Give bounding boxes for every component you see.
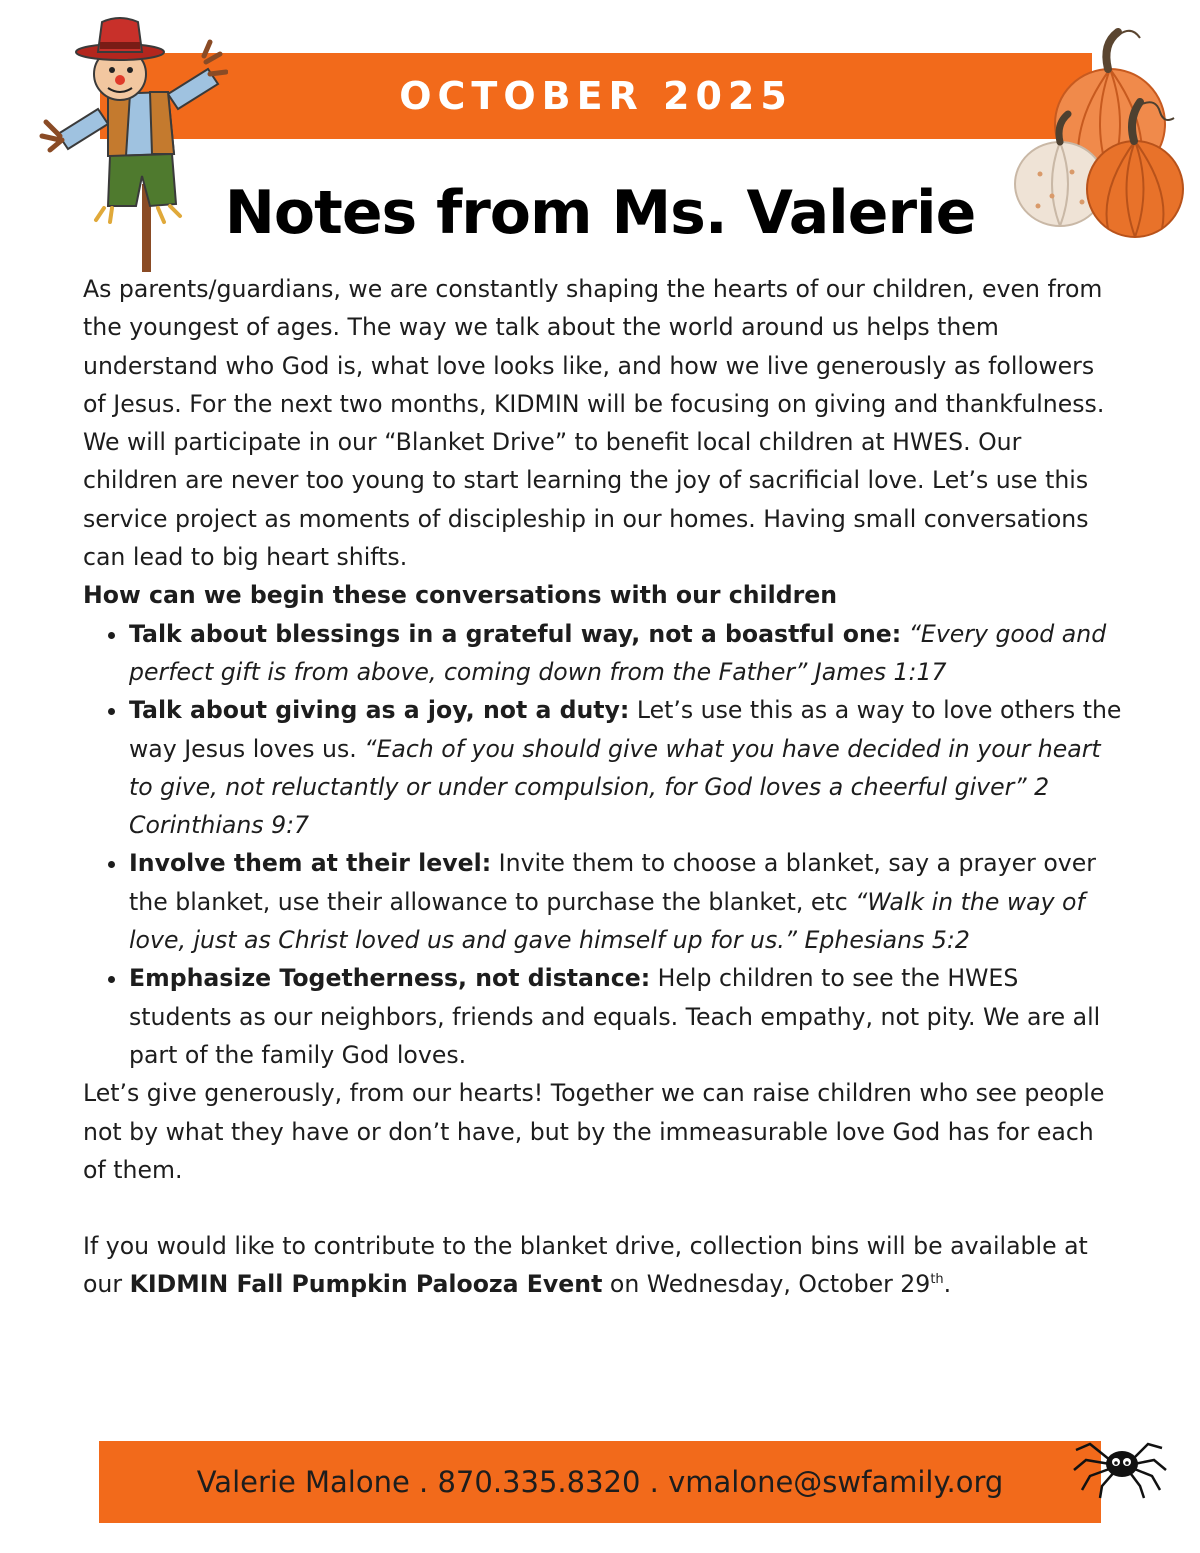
month-label: OCTOBER 2025 <box>399 74 793 118</box>
tip-text: Help children to see the HWES students as our neighbors, friends and equals. Teach empathy, not pity. We are all part of the family God loves. <box>129 964 1101 1069</box>
tips-list <box>83 615 1123 1075</box>
tip-title: Talk about giving as a joy, not a duty: <box>129 696 630 725</box>
date-suffix: th <box>930 1272 944 1288</box>
tip-quote: “Each of you should give what you have decided in your heart to give, not reluctantly or under compulsion, for God loves a cheerful giver” 2 Corinthians 9:7 <box>129 734 1101 840</box>
event-name: KIDMIN Fall Pumpkin Palooza Event <box>129 1270 603 1299</box>
list-item <box>129 691 1123 844</box>
spider-icon <box>1070 1430 1170 1500</box>
intro-paragraph: As parents/guardians, we are constantly shaping the hearts of our children, even from the youngest of ages. The way we talk about the world around us helps them understand who God is, what love looks like, and how we live generously as followers of Jesus. For the next two months, KIDMIN will be focusing on giving and thankfulness. We will participate in our “Blanket Drive” to benefit local children at HWES. Our children are never too young to start learning the joy of sacrificial love. Let’s use this service project as moments of discipleship in our homes. Having small conversations can lead to big heart shifts. <box>83 275 1105 572</box>
page-title: Notes from Ms. Valerie <box>224 178 976 248</box>
tip-title: Involve them at their level: <box>129 849 492 878</box>
list-item <box>129 959 1123 1074</box>
tip-title: Talk about blessings in a grateful way, not a boastful one: <box>129 619 902 648</box>
tip-text: Invite them to choose a blanket, say a prayer over the blanket, use their allowance to purchase the blanket, etc <box>129 849 1096 916</box>
event-text-post: on Wednesday, October 29 <box>609 1270 931 1299</box>
tip-quote: “Every good and perfect gift is from above, coming down from the Father” James 1:17 <box>129 619 1107 686</box>
paragraph-spacer <box>83 1189 1123 1227</box>
event-text-pre: If you would like to contribute to the blanket drive, collection bins will be available at our <box>83 1232 1088 1299</box>
closing-paragraph: Let’s give generously, from our hearts! Together we can raise children who see people not by what they have or don’t have, but by the immeasurable love God has for each of them. <box>83 1079 1105 1184</box>
tip-text: Let’s use this as a way to love others the way Jesus loves us. <box>129 696 1122 763</box>
list-item <box>129 844 1123 959</box>
tips-heading: How can we begin these conversations with our children <box>83 581 838 610</box>
event-text-end: . <box>943 1270 952 1299</box>
tip-quote: “Walk in the way of love, just as Christ loved us and gave himself up for us.” Ephesians 5:2 <box>129 887 1085 955</box>
list-item <box>129 615 1123 692</box>
month-banner <box>100 53 1092 139</box>
event-paragraph <box>83 1227 1123 1304</box>
contact-info: Valerie Malone . 870.335.8320 . vmalone@swfamily.org <box>196 1465 1004 1499</box>
tip-title: Emphasize Togetherness, not distance: <box>129 964 651 993</box>
contact-footer <box>99 1441 1101 1523</box>
letter-body <box>83 270 1123 1304</box>
